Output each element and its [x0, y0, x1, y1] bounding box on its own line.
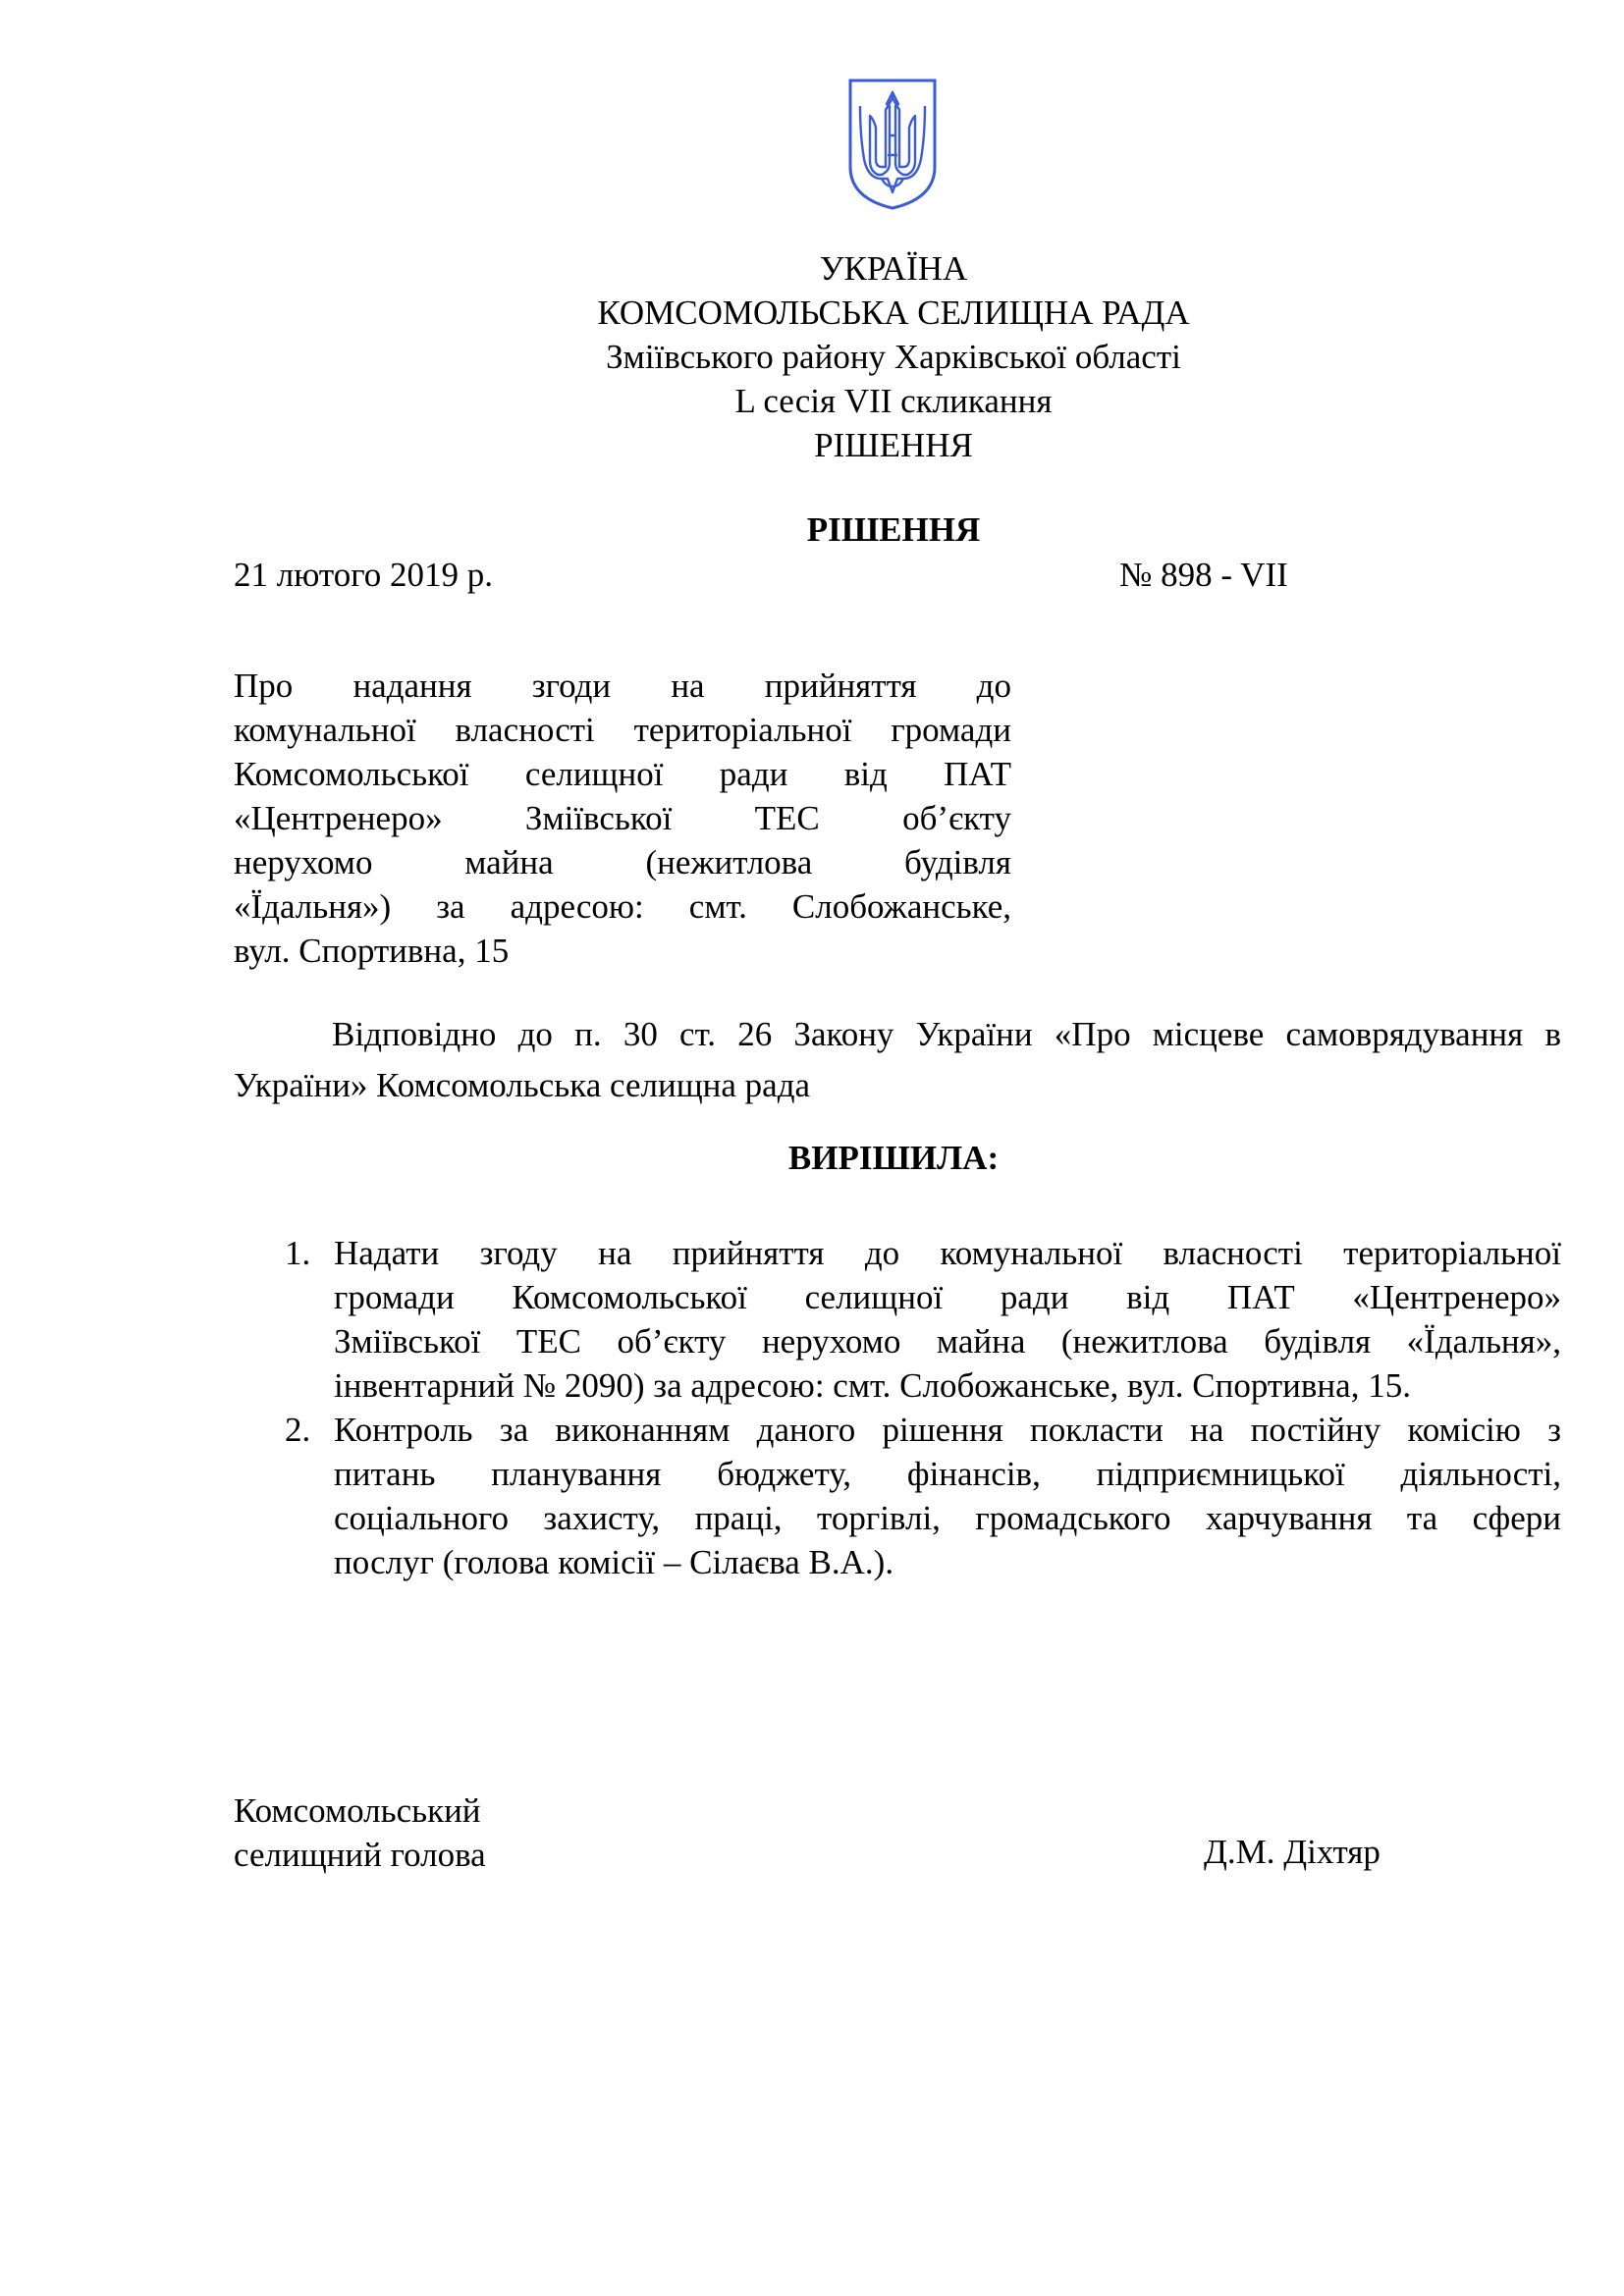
- list-item-line: Надати згоду на прийняття до комунальної власності територіальної: [334, 1234, 1561, 1272]
- signature-title-line1: Комсомольський: [234, 1791, 481, 1830]
- preamble-line: України» Комсомольська селищна рада: [234, 1066, 811, 1104]
- subject-line: Про надання згоди на прийняття до: [234, 667, 1011, 705]
- header-session: L сесія VII скликання: [734, 382, 1053, 420]
- header-district: Зміївського району Харківської області: [606, 338, 1181, 376]
- list-item-line: Зміївської ТЕС об’єкту нерухомо майна (нежитлова будівля «Їдальня»,: [334, 1322, 1561, 1361]
- list-item-line: громади Комсомольської селищної ради від ПАТ «Центренеро»: [334, 1278, 1561, 1316]
- list-item: [234, 1231, 1561, 1408]
- decision-number: № 898 - VII: [1119, 556, 1288, 594]
- preamble-line: Відповідно до п. 30 ст. 26 Закону України «Про місцеве самоврядування в: [332, 1015, 1561, 1053]
- header-doc-type: РІШЕННЯ: [814, 426, 973, 464]
- subject-line: «Центренеро» Зміївської ТЕС об’єкту: [234, 799, 1011, 837]
- subject-line: Комсомольської селищної ради від ПАТ: [234, 755, 1011, 793]
- list-item-number: 2.: [285, 1411, 311, 1449]
- signature-name: Д.М. Діхтяр: [1204, 1833, 1380, 1871]
- list-item-line: питань планування бюджету, фінансів, підприємницької діяльності,: [334, 1455, 1561, 1493]
- decision-subject: [234, 664, 1011, 973]
- list-item: [234, 1408, 1561, 1584]
- preamble-paragraph: [234, 1009, 1561, 1111]
- subject-line: «Їдальня») за адресою: смт. Слобожанське,: [234, 887, 1011, 926]
- list-item-line: Контроль за виконанням даного рішення покласти на постійну комісію з: [334, 1411, 1561, 1449]
- subject-line: комунальної власності територіальної громади: [234, 711, 1011, 749]
- list-item-line: інвентарний № 2090) за адресою: смт. Слобожанське, вул. Спортивна, 15.: [334, 1366, 1411, 1405]
- list-item-number: 1.: [285, 1234, 311, 1272]
- signature-title: [234, 1789, 486, 1877]
- header-council: КОМСОМОЛЬСЬКА СЕЛИЩНА РАДА: [597, 294, 1190, 332]
- header-country: УКРАЇНА: [819, 249, 968, 288]
- resolution-list: [234, 1231, 1561, 1584]
- subject-line: вул. Спортивна, 15: [234, 932, 510, 970]
- signature-title-line2: селищний голова: [234, 1836, 486, 1874]
- resolved-heading: ВИРІШИЛА:: [787, 1139, 1000, 1177]
- decision-date: 21 лютого 2019 р.: [234, 556, 493, 594]
- subject-line: нерухомо майна (нежитлова будівля: [234, 843, 1011, 881]
- list-item-line: послуг (голова комісії – Сілаєва В.А.).: [334, 1543, 894, 1581]
- decision-heading: РІШЕННЯ: [806, 510, 981, 549]
- trident-coat-of-arms-icon: [846, 77, 939, 212]
- list-item-line: соціального захисту, праці, торгівлі, громадського харчування та сфери: [334, 1499, 1561, 1537]
